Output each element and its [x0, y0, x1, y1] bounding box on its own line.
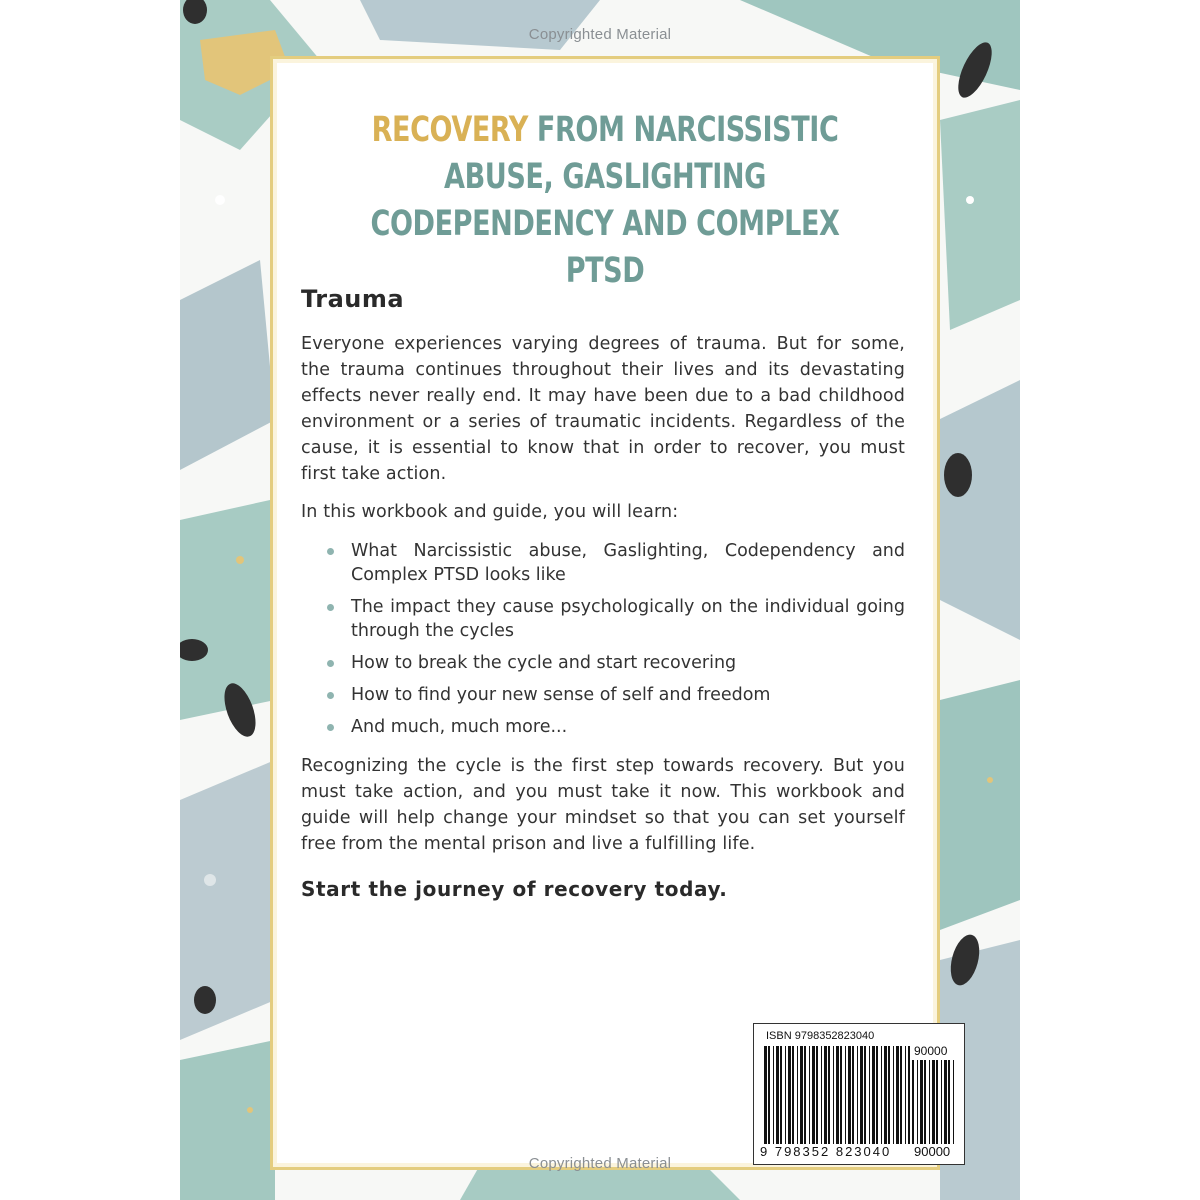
- list-item-text: And much, much more...: [351, 717, 568, 737]
- barcode-digits: 9 798352 823040: [760, 1144, 892, 1159]
- isbn-label: ISBN 9798352823040: [766, 1030, 875, 1042]
- bullet-icon: [327, 692, 334, 699]
- bg-shape-slate-2: [180, 260, 275, 470]
- section-heading: Trauma: [301, 285, 405, 313]
- learning-list: [301, 539, 905, 739]
- list-item: [323, 651, 905, 675]
- bullet-icon: [327, 548, 334, 555]
- learn-intro: In this workbook and guide, you will learn:: [301, 502, 679, 522]
- watermark-bottom: Copyrighted Material: [528, 1155, 672, 1172]
- bg-dot-dark-6: [944, 453, 972, 497]
- bullet-icon: [327, 660, 334, 667]
- bullet-icon: [327, 724, 334, 731]
- bg-shape-teal-6: [940, 680, 1020, 930]
- bg-speck-6: [247, 1107, 253, 1113]
- call-to-action: Start the journey of recovery today.: [301, 877, 728, 901]
- title-rest: FROM NARCISSISTIC ABUSE, GASLIGHTING CODEPENDENCY AND COMPLEX PTSD: [370, 110, 840, 291]
- text-panel: [270, 56, 940, 1170]
- list-item: [323, 715, 905, 739]
- list-item: [323, 539, 905, 587]
- list-item-text: The impact they cause psychologically on the individual going through the cycles: [351, 597, 905, 641]
- bg-dot-dark-5: [194, 986, 216, 1014]
- blurb: [301, 285, 905, 901]
- bg-shape-teal-5: [940, 100, 1020, 330]
- bg-shape-slate-4: [938, 380, 1020, 640]
- intro-paragraph: Everyone experiences varying degrees of trauma. But for some, the trauma continues throughout their lives and its devastating effects never really end. It may have been due to a bad childhood environment or a series of traumatic incidents. Regardless of the cause, it is essential to know that in order to recover, you must first take action.: [301, 334, 905, 484]
- watermark-top: Copyrighted Material: [528, 26, 672, 43]
- book-title: [337, 107, 874, 295]
- list-item: [323, 595, 905, 643]
- bg-speck-4: [987, 777, 993, 783]
- book-back-cover: [180, 0, 1020, 1200]
- bg-speck-5: [204, 874, 216, 886]
- bg-speck-1: [215, 195, 225, 205]
- title-highlight: RECOVERY: [371, 110, 528, 150]
- bullet-icon: [327, 604, 334, 611]
- barcode-addon-digits: 90000: [914, 1144, 951, 1159]
- list-item-text: What Narcissistic abuse, Gaslighting, Codependency and Complex PTSD looks like: [351, 541, 905, 585]
- list-item-text: How to break the cycle and start recovering: [351, 653, 737, 673]
- closing-paragraph: Recognizing the cycle is the first step towards recovery. But you must take action, and you must take it now. This workbook and guide will help change your mindset so that you can set yourself free from the mental prison and live a fulfilling life.: [301, 756, 905, 854]
- isbn-barcode: [753, 1023, 965, 1165]
- bg-speck-3: [966, 196, 974, 204]
- bg-speck-2: [236, 556, 244, 564]
- list-item: [323, 683, 905, 707]
- list-item-text: How to find your new sense of self and freedom: [351, 685, 771, 705]
- barcode-bars-icon: [764, 1046, 910, 1144]
- price-code: 90000: [914, 1044, 948, 1058]
- bg-shape-teal-4: [180, 1040, 275, 1200]
